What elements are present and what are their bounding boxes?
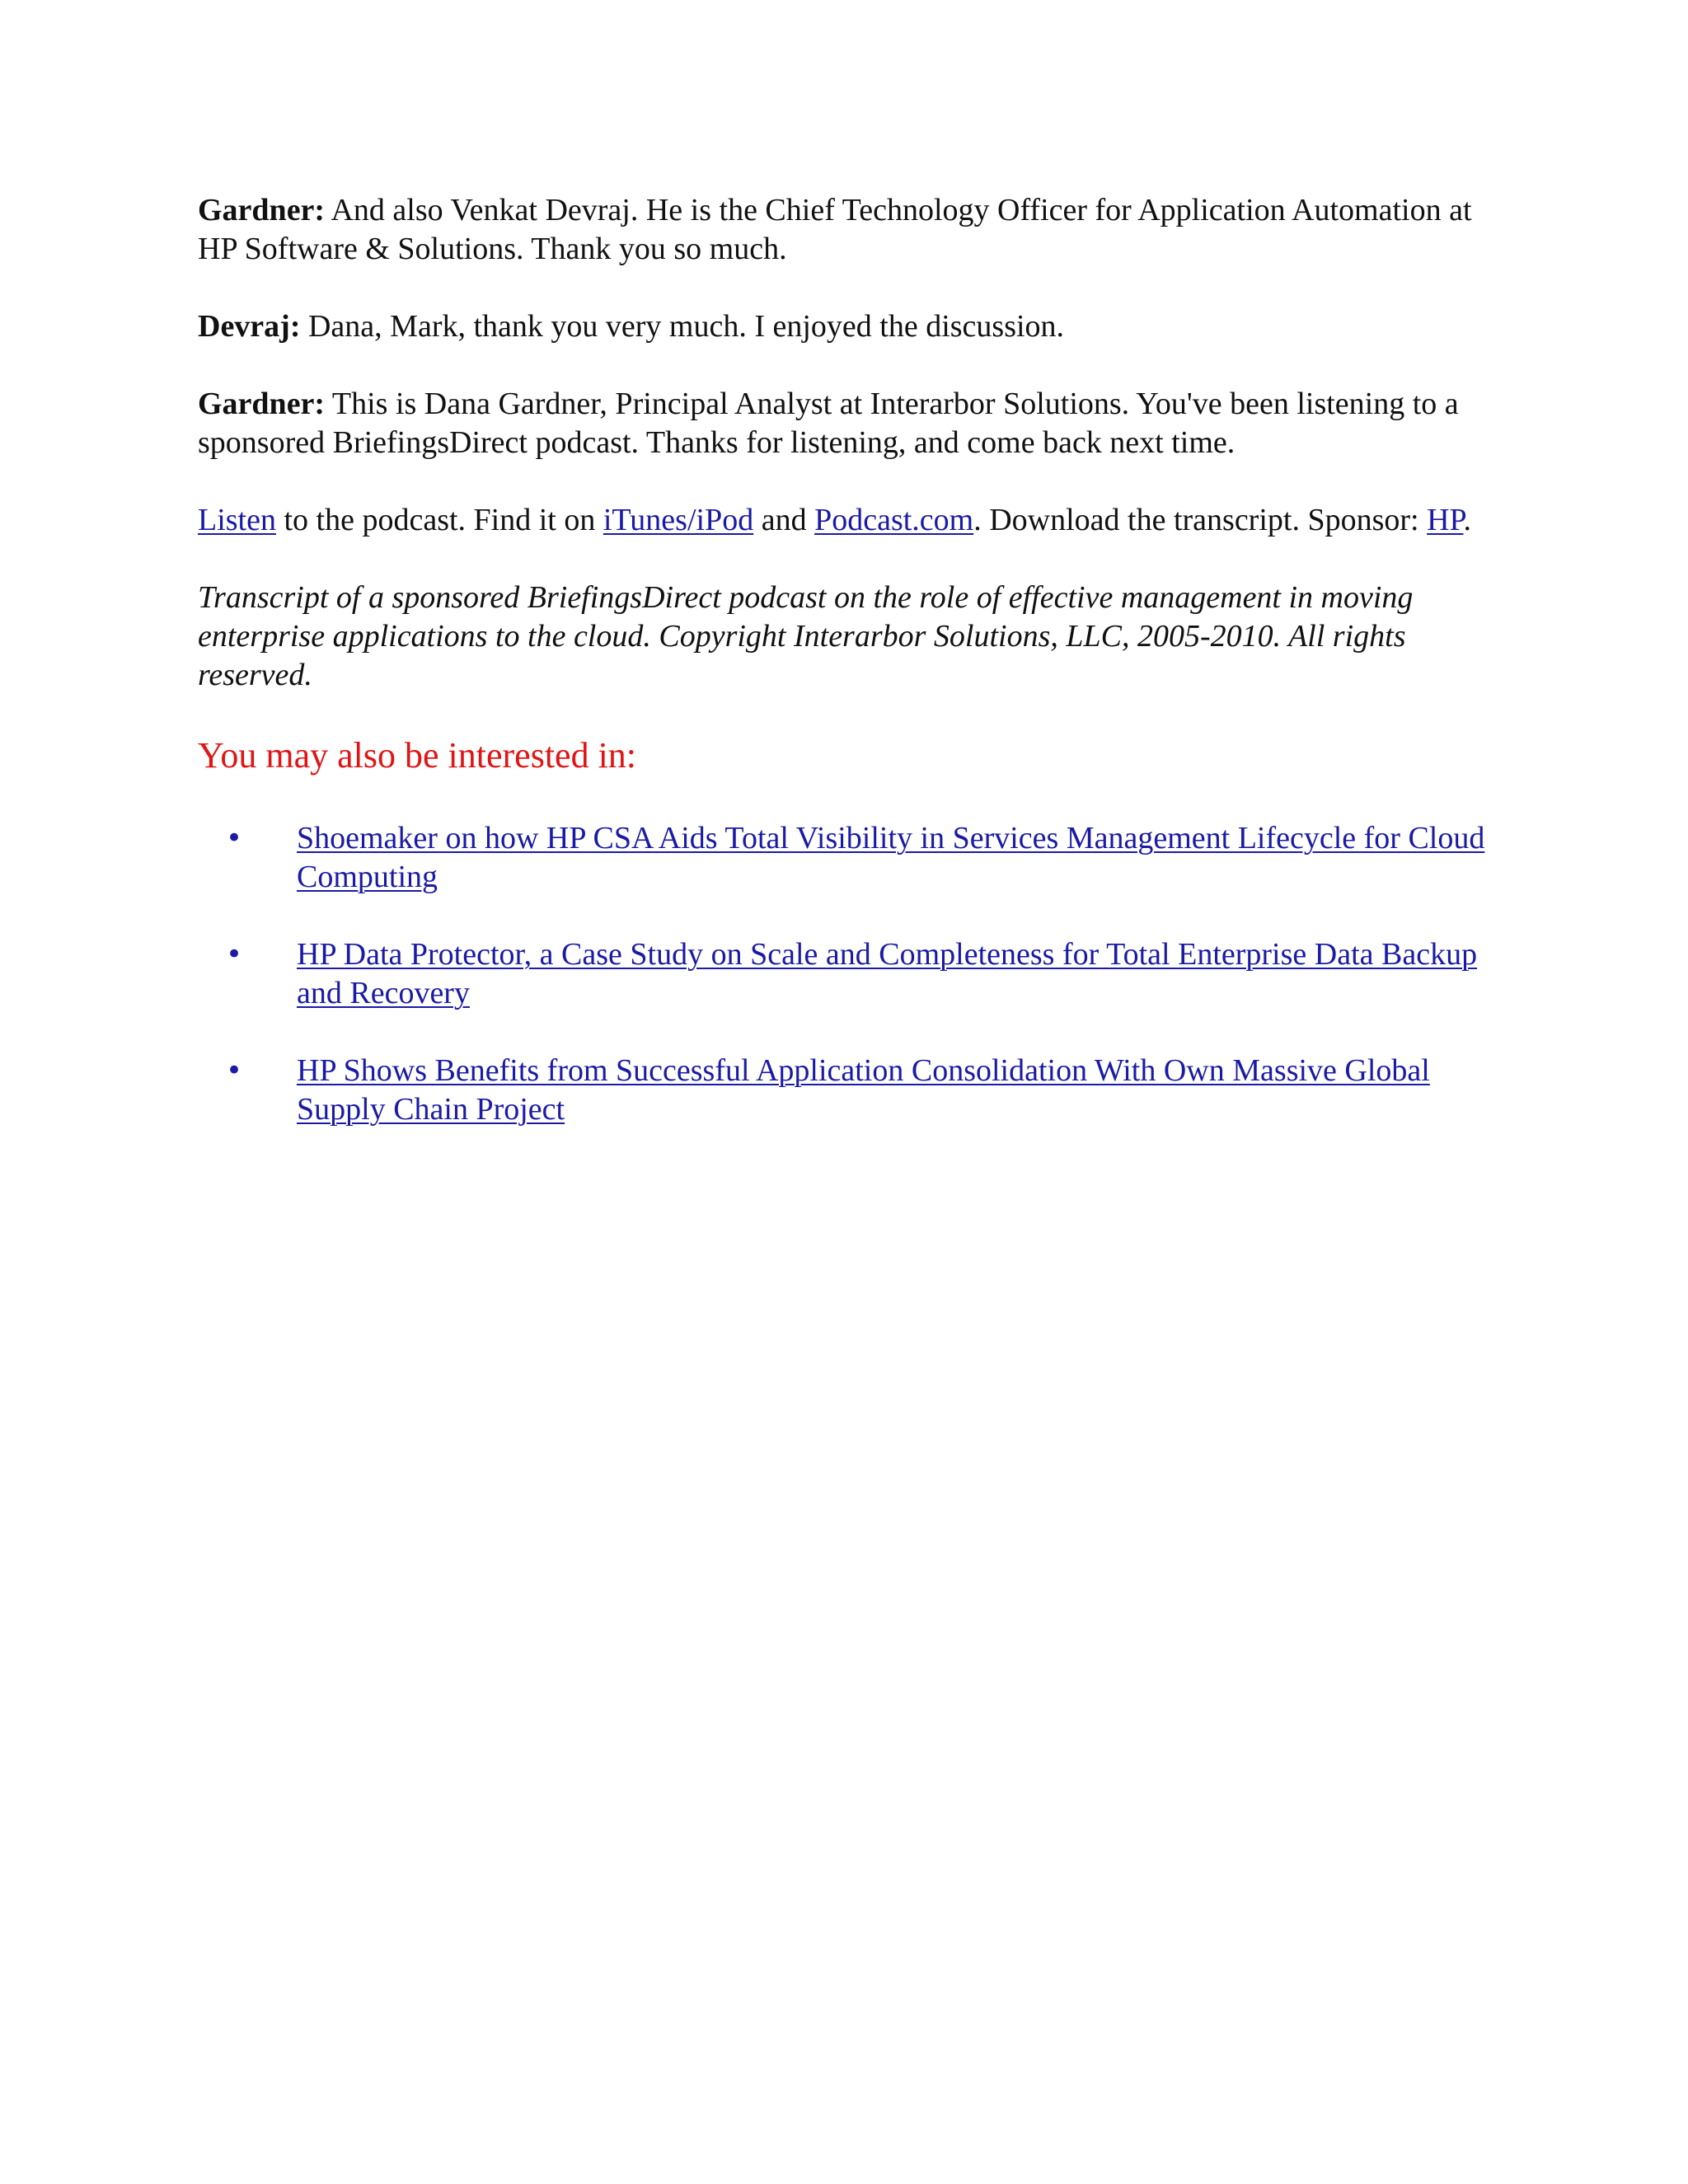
itunes-link[interactable]: iTunes/iPod bbox=[603, 503, 754, 537]
links-text: . Download the transcript. Sponsor: bbox=[973, 503, 1428, 537]
list-item bbox=[198, 819, 1517, 897]
copyright-notice: Transcript of a sponsored BriefingsDirect podcast on the role of effective management in moving enterprise applications to the cloud. Copyright Interarbor Solutions, LLC, 2005-2010. All rights reserved. bbox=[198, 580, 1414, 692]
transcript-paragraph-gardner-signoff bbox=[198, 385, 1517, 462]
list-item bbox=[198, 935, 1517, 1013]
transcript-text: Dana, Mark, thank you very much. I enjoyed the discussion. bbox=[300, 309, 1065, 344]
links-text: . bbox=[1463, 503, 1471, 537]
links-text: and bbox=[753, 503, 815, 537]
podcast-links-paragraph bbox=[198, 501, 1517, 540]
list-item bbox=[198, 1052, 1517, 1129]
related-link-data-protector[interactable]: HP Data Protector, a Case Study on Scale and Completeness for Total Enterprise Data Backup and Recovery bbox=[297, 937, 1478, 1010]
bullet-icon: • bbox=[226, 938, 243, 971]
bullet-icon: • bbox=[226, 1054, 243, 1087]
document-page bbox=[198, 191, 1517, 1168]
transcript-paragraph-gardner-closing bbox=[198, 191, 1517, 269]
transcript-paragraph-devraj bbox=[198, 307, 1517, 346]
bullet-icon: • bbox=[226, 822, 243, 855]
listen-link[interactable]: Listen bbox=[198, 503, 276, 537]
speaker-label: Devraj: bbox=[198, 309, 301, 344]
podcast-com-link[interactable]: Podcast.com bbox=[814, 503, 974, 537]
transcript-text: This is Dana Gardner, Principal Analyst at Interarbor Solutions. You've been listening to a sponsored BriefingsDirect podcast. Thanks for listening, and come back next time. bbox=[198, 387, 1459, 460]
hp-sponsor-link[interactable]: HP bbox=[1427, 503, 1464, 537]
related-heading: You may also be interested in: bbox=[198, 735, 637, 776]
speaker-label: Gardner: bbox=[198, 193, 326, 227]
speaker-label: Gardner: bbox=[198, 387, 326, 421]
transcript-text: And also Venkat Devraj. He is the Chief Technology Officer for Application Automation at HP Software & Solutions. Thank you so much. bbox=[198, 193, 1472, 266]
related-link-supply-chain[interactable]: HP Shows Benefits from Successful Application Consolidation With Own Massive Global Supply Chain Project bbox=[297, 1053, 1430, 1127]
links-text: to the podcast. Find it on bbox=[275, 503, 603, 537]
related-link-shoemaker[interactable]: Shoemaker on how HP CSA Aids Total Visibility in Services Management Lifecycle for Cloud Computing bbox=[297, 821, 1485, 894]
related-links-list bbox=[198, 819, 1517, 1129]
